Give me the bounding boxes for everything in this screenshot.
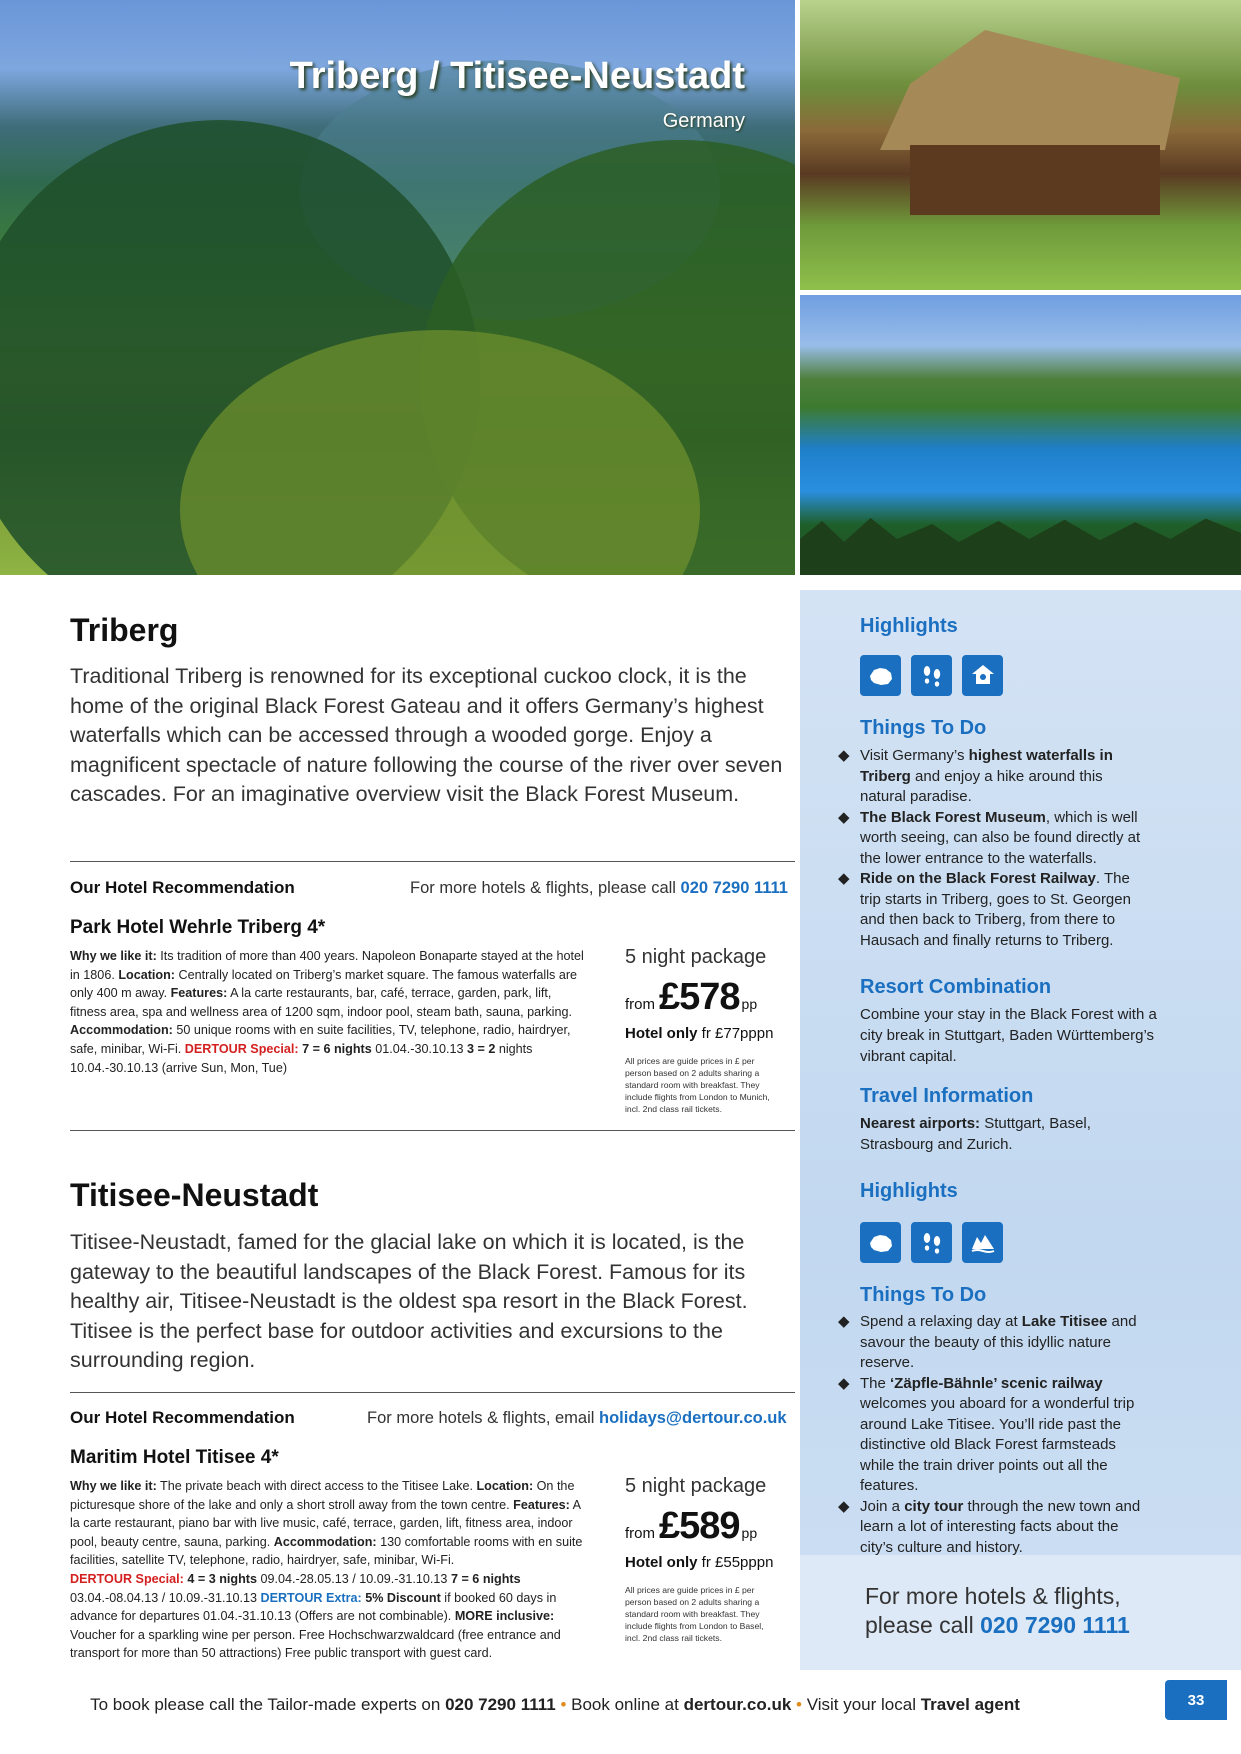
highlights-heading-2: Highlights: [860, 1180, 958, 1202]
resort-combination-heading: Resort Combination: [860, 976, 1052, 998]
triberg-call-text: For more hotels & flights, please call 020 7290 1111: [410, 879, 788, 897]
list-item: ◆ Ride on the Black Forest Railway. The trip starts in Triberg, goes to St. Georgen and then back to Triberg, from there to Hausach and finally returns to Triberg.: [838, 870, 1131, 949]
forest-region-icon: [860, 655, 901, 696]
highlight-icons-2: [860, 1222, 1003, 1262]
travel-information-text: Nearest airports: Stuttgart, Basel, Strasbourg and Zurich.: [860, 1115, 1091, 1153]
forest-region-icon: [860, 1222, 901, 1263]
highlights-heading-1: Highlights: [860, 615, 958, 637]
highlight-icons-1: [860, 655, 1003, 695]
divider: [70, 861, 795, 862]
footer-website-link[interactable]: dertour.co.uk: [683, 1695, 792, 1714]
hiking-icon: [911, 655, 952, 696]
things-to-do-heading-1: Things To Do: [860, 717, 987, 739]
hiking-icon: [911, 1222, 952, 1263]
things-to-do-list-1: [832, 746, 1152, 951]
footer-booking-line: To book please call the Tailor-made experts on 020 7290 1111 • Book online at dertour.co.uk • Visit your local Travel agent: [90, 1695, 1020, 1714]
triberg-recommendation-label: Our Hotel Recommendation: [70, 878, 295, 897]
list-item: ◆ Join a city tour through the new town and learn a lot of interesting facts about the city’s culture and history.: [838, 1497, 1141, 1556]
page-number: 33: [1165, 1680, 1227, 1720]
titisee-email-text: For more hotels & flights, email holidays@dertour.co.uk: [367, 1409, 787, 1427]
triberg-heading: Triberg: [70, 612, 179, 648]
titisee-recommendation-label: Our Hotel Recommendation: [70, 1408, 295, 1427]
triberg-hotel-description: Why we like it: Its tradition of more than 400 years. Napoleon Bonaparte stayed at the hotel in 1806. Location: Centrally located on Triberg’s market square. The famous waterfalls are only 400 m away. Features: A la carte restaurants, bar, café, terrace, garden, park, lift, fitness area, spa and wellness area of 1200 sqm, indoor pool, steam bath, sauna, parking. Accommodation: 50 unique rooms with en suite facilities, TV, telephone, radio, hairdryer, safe, minibar, Wi-Fi. DERTOUR Special: 7 = 6 nights 01.04.-30.10.13 3 = 2 nights 10.04.-30.10.13 (arrive Sun, Mon, Tue): [70, 949, 584, 1075]
things-to-do-list-2: [832, 1312, 1152, 1558]
divider: [70, 1130, 795, 1131]
cta-line-2: please call 020 7290 1111: [865, 1612, 1130, 1638]
triberg-hotel-name: Park Hotel Wehrle Triberg 4*: [70, 917, 326, 938]
page-subtitle: Germany: [662, 110, 745, 132]
photo-farmhouse: [800, 0, 1241, 290]
titisee-intro: Titisee-Neustadt, famed for the glacial lake on which it is located, is the gateway to the beautiful landscapes of the Black Forest. Famous for its healthy air, Titisee-Neustadt is the oldest spa resort in the Black Forest. Titisee is the perfect base for outdoor activities and excursions to the surrounding region.: [70, 1230, 748, 1372]
things-to-do-heading-2: Things To Do: [860, 1284, 987, 1306]
cta-line-1: For more hotels & flights,: [865, 1583, 1121, 1609]
travel-information-heading: Travel Information: [860, 1085, 1034, 1107]
page-title: Triberg / Titisee-Neustadt: [289, 55, 745, 97]
cta-phone-link[interactable]: 020 7290 1111: [980, 1612, 1130, 1638]
triberg-phone-link[interactable]: 020 7290 1111: [680, 879, 788, 897]
titisee-hotel-name: Maritim Hotel Titisee 4*: [70, 1447, 279, 1468]
sidebar-call-to-action: [865, 1582, 1205, 1640]
triberg-fine-print: All prices are guide prices in £ per person based on 2 adults sharing a standard room with breakfast. They include flights from London to Munich, incl. 2nd class rail tickets.: [625, 1056, 770, 1114]
triberg-package-label: 5 night package: [625, 946, 767, 968]
titisee-heading: Titisee-Neustadt: [70, 1177, 319, 1213]
triberg-intro: Traditional Triberg is renowned for its exceptional cuckoo clock, it is the home of the original Black Forest Gateau and it offers Germany’s highest waterfalls which can be accessed through a wooded gorge. Enjoy a magnificent spectacle of nature following the course of the river over seven cascades. For an imaginative overview visit the Black Forest Museum.: [70, 664, 783, 806]
titisee-email-link[interactable]: holidays@dertour.co.uk: [599, 1409, 787, 1427]
lake-icon: [962, 1222, 1003, 1263]
footer-phone-link[interactable]: 020 7290 1111: [445, 1695, 556, 1714]
divider: [70, 1392, 795, 1393]
list-item: ◆ Spend a relaxing day at Lake Titisee and savour the beauty of this idyllic nature reserve.: [838, 1313, 1137, 1371]
titisee-hotel-only-price: Hotel only fr £55pppn: [625, 1554, 774, 1571]
titisee-fine-print: All prices are guide prices in £ per person based on 2 adults sharing a standard room with breakfast. They include flights from London to Basel, incl. 2nd class rail tickets.: [625, 1585, 764, 1643]
titisee-price: from £589 pp: [625, 1505, 758, 1547]
list-item: ◆ The Black Forest Museum, which is well worth seeing, can also be found directly at the lower entrance to the waterfalls.: [838, 808, 1141, 867]
triberg-price: from £578 pp: [625, 976, 758, 1018]
list-item: ◆ The ‘Zäpfle-Bähnle’ scenic railway welcomes you aboard for a wonderful trip around Lake Titisee. You’ll ride past the distinctive old Black Forest farmsteads while the train driver points out all the features.: [838, 1374, 1135, 1494]
titisee-hotel-description: Why we like it: The private beach with direct access to the Titisee Lake. Location: On the picturesque shore of the lake and only a short stroll away from the town centre. Features: A la carte restaurant, piano bar with live music, café, terrace, garden, lift, fitness area, indoor pool, beauty centre, sauna, parking. Accommodation: 130 comfortable rooms with en suite facilities, satellite TV, telephone, radio, hairdryer, safe, minibar, Wi-Fi. DERTOUR Special: 4 = 3 nights 09.04.-28.05.13 / 10.09.-31.10.13 7 = 6 nights 03.04.-08.04.13 / 10.09.-31.10.13 DERTOUR Extra: 5% Discount if booked 60 days in advance for departures 01.04.-31.10.13 (Offers are not combinable). MORE inclusive: Voucher for a sparkling wine per person. Free Hochschwarzwaldcard (free entrance and transport for more than 50 attractions) Free public transport with guest card.: [70, 1479, 583, 1661]
list-item: ◆ Visit Germany’s highest waterfalls in Triberg and enjoy a hike around this natural paradise.: [838, 747, 1113, 805]
titisee-package-label: 5 night package: [625, 1475, 767, 1497]
triberg-hotel-only-price: Hotel only fr £77pppn: [625, 1025, 774, 1042]
resort-combination-text: Combine your stay in the Black Forest with a city break in Stuttgart, Baden Württemberg’s vibrant capital.: [860, 1006, 1157, 1065]
cuckoo-clock-icon: [962, 655, 1003, 696]
photo-lake-titisee: [800, 295, 1241, 575]
